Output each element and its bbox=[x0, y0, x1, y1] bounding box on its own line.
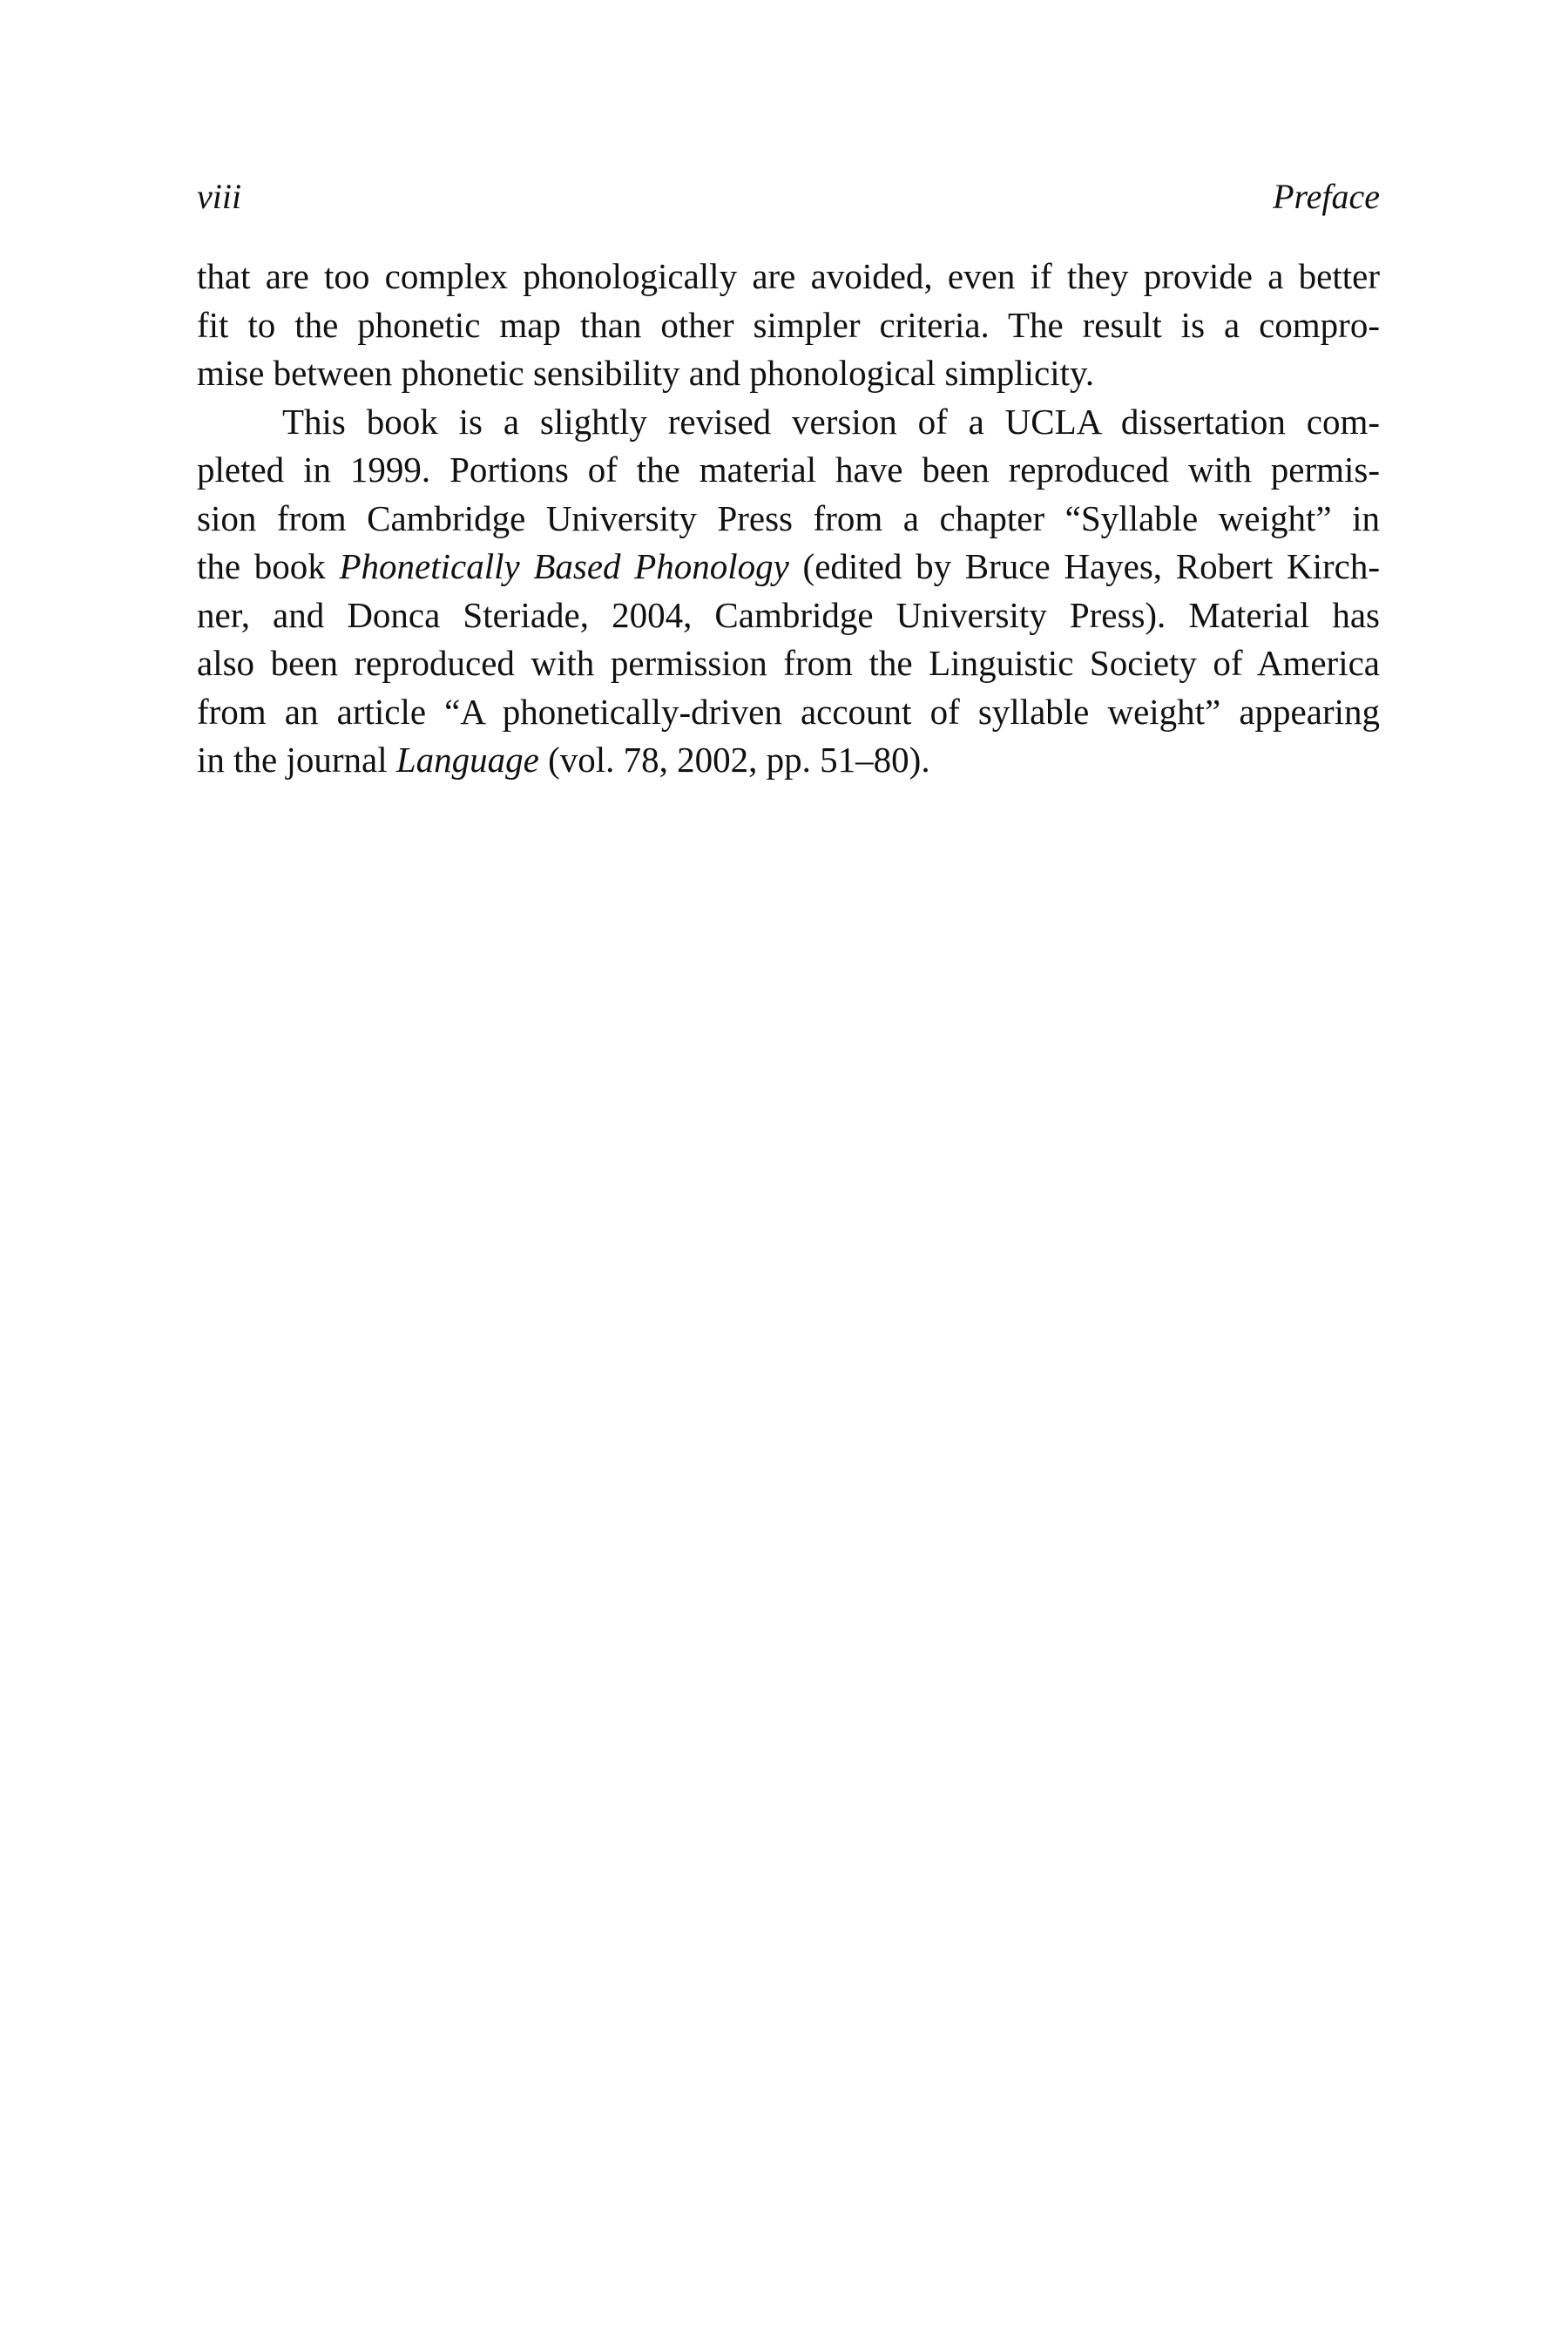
book-title: Phonetically Based Phonology bbox=[339, 546, 789, 586]
running-head bbox=[197, 171, 1380, 223]
page-number: viii bbox=[197, 177, 242, 216]
paragraph-2-line: pleted in 1999. Portions of the material have been reproduced with permis- bbox=[197, 449, 1380, 490]
paragraph-2-line: ner, and Donca Steriade, 2004, Cambridge University Press). Material has bbox=[197, 594, 1380, 635]
paragraph-1-line: that are too complex phonologically are avoided, even if they provide a better bbox=[197, 256, 1380, 296]
paragraph-1-line: fit to the phonetic map than other simpler criteria. The result is a compro- bbox=[197, 304, 1380, 345]
body-text bbox=[197, 253, 1380, 785]
line-text: (edited by Bruce Hayes, Robert Kirch- bbox=[788, 546, 1381, 586]
line-text: the book bbox=[197, 546, 340, 586]
paragraph-2-line bbox=[197, 736, 1380, 785]
line-text: (vol. 78, 2002, pp. 51–80). bbox=[538, 740, 930, 780]
paragraph-2-line: from an article “A phonetically-driven account of syllable weight” appearing bbox=[197, 691, 1380, 732]
paragraph-2 bbox=[197, 398, 1380, 785]
journal-title: Language bbox=[395, 740, 539, 780]
paragraph-2-line bbox=[197, 543, 1380, 591]
line-text: in the journal bbox=[197, 740, 396, 780]
paragraph-2-line: sion from Cambridge University Press from a chapter “Syllable weight” in bbox=[197, 497, 1380, 538]
running-title: Preface bbox=[1273, 177, 1380, 216]
paragraph-1 bbox=[197, 253, 1380, 398]
paragraph-2-line: also been reproduced with permission from the Linguistic Society of America bbox=[197, 643, 1380, 683]
paragraph-1-line: mise between phonetic sensibility and phonological simplicity. bbox=[197, 353, 1095, 393]
paragraph-2-line: This book is a slightly revised version of a UCLA dissertation com- bbox=[282, 401, 1380, 442]
